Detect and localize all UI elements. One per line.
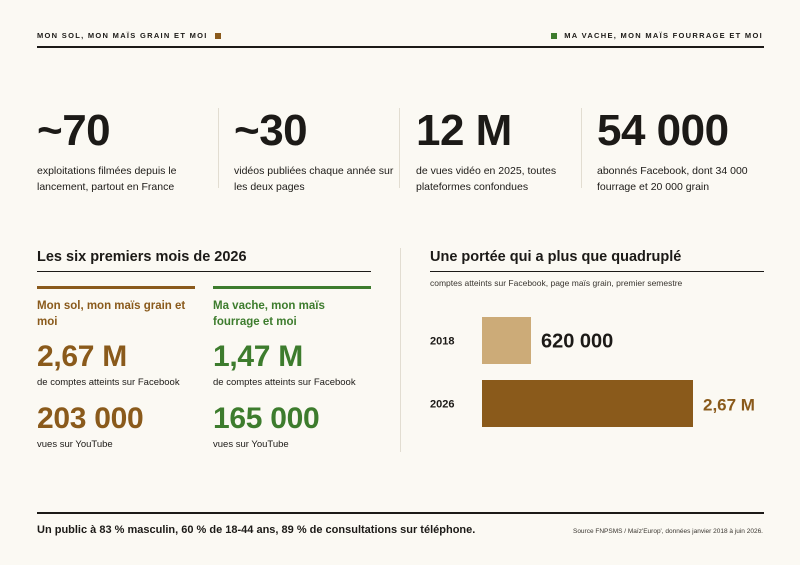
section-divider [400, 248, 401, 452]
grain-column [37, 286, 195, 330]
grain-fb-label: de comptes atteints sur Facebook [37, 377, 180, 388]
chart-rule [430, 271, 764, 272]
kpi-videos [234, 108, 399, 195]
green-square-icon [551, 33, 557, 39]
kpi-value: ~30 [234, 106, 308, 155]
fourrage-fb-label: de comptes atteints sur Facebook [213, 377, 356, 388]
bottom-rule [37, 512, 764, 514]
header-left-label [37, 31, 221, 40]
chart-subtitle: comptes atteints sur Facebook, page maïs grain, premier semestre [430, 278, 683, 288]
grain-yt-value: 203 000 [37, 402, 144, 435]
fourrage-yt-label: vues sur YouTube [213, 439, 289, 450]
kpi-divider [218, 108, 219, 188]
bar-category-label: 2018 [430, 335, 455, 348]
fourrage-column [213, 286, 371, 330]
kpi-views [416, 108, 581, 195]
kpi-farms [37, 108, 202, 195]
header-right-label [551, 31, 763, 40]
bar-value-label: 2,67 M [703, 395, 755, 415]
footer-source: Source FNPSMS / Maïz'Europ', données janvier 2018 à juin 2026. [572, 528, 763, 535]
header-left-text: MON SOL, MON MAÏS GRAIN ET MOI [37, 31, 208, 40]
kpi-subscribers [597, 108, 762, 195]
top-rule [37, 46, 764, 48]
kpi-value: 12 M [416, 106, 512, 155]
fourrage-title: Ma vache, mon maïs fourrage et moi [213, 300, 325, 328]
bar-value-label: 620 000 [540, 330, 614, 353]
six-months-rule [37, 271, 371, 272]
fourrage-yt-value: 165 000 [213, 402, 320, 435]
kpi-value: ~70 [37, 106, 111, 155]
grain-fb-value: 2,67 M [37, 340, 127, 373]
grain-title: Mon sol, mon maïs grain et moi [37, 300, 186, 328]
footer-audience: Un public à 83 % masculin, 60 % de 18-44 ans, 89 % de consultations sur téléphone. [37, 524, 476, 536]
kpi-divider [399, 108, 400, 188]
fourrage-color-bar [213, 286, 371, 289]
bar-category-label: 2026 [430, 398, 455, 411]
reach-bar-chart [420, 305, 780, 435]
kpi-divider [581, 108, 582, 188]
bar-2018 [482, 317, 531, 364]
brown-square-icon [215, 33, 221, 39]
six-months-title: Les six premiers mois de 2026 [37, 249, 247, 265]
fourrage-fb-value: 1,47 M [213, 340, 303, 373]
grain-yt-label: vues sur YouTube [37, 439, 113, 450]
bar-2026 [482, 380, 693, 427]
kpi-description: de vues vidéo en 2025, toutes plateformes confondues [416, 165, 557, 193]
kpi-description: exploitations filmées depuis le lancement, partout en France [37, 165, 177, 193]
grain-color-bar [37, 286, 195, 289]
kpi-description: vidéos publiées chaque année sur les deux pages [234, 165, 394, 193]
chart-title: Une portée qui a plus que quadruplé [430, 249, 682, 265]
kpi-description: abonnés Facebook, dont 34 000 fourrage et 20 000 grain [597, 165, 748, 193]
header-right-text: MA VACHE, MON MAÏS FOURRAGE ET MOI [564, 31, 763, 40]
kpi-value: 54 000 [597, 106, 729, 155]
